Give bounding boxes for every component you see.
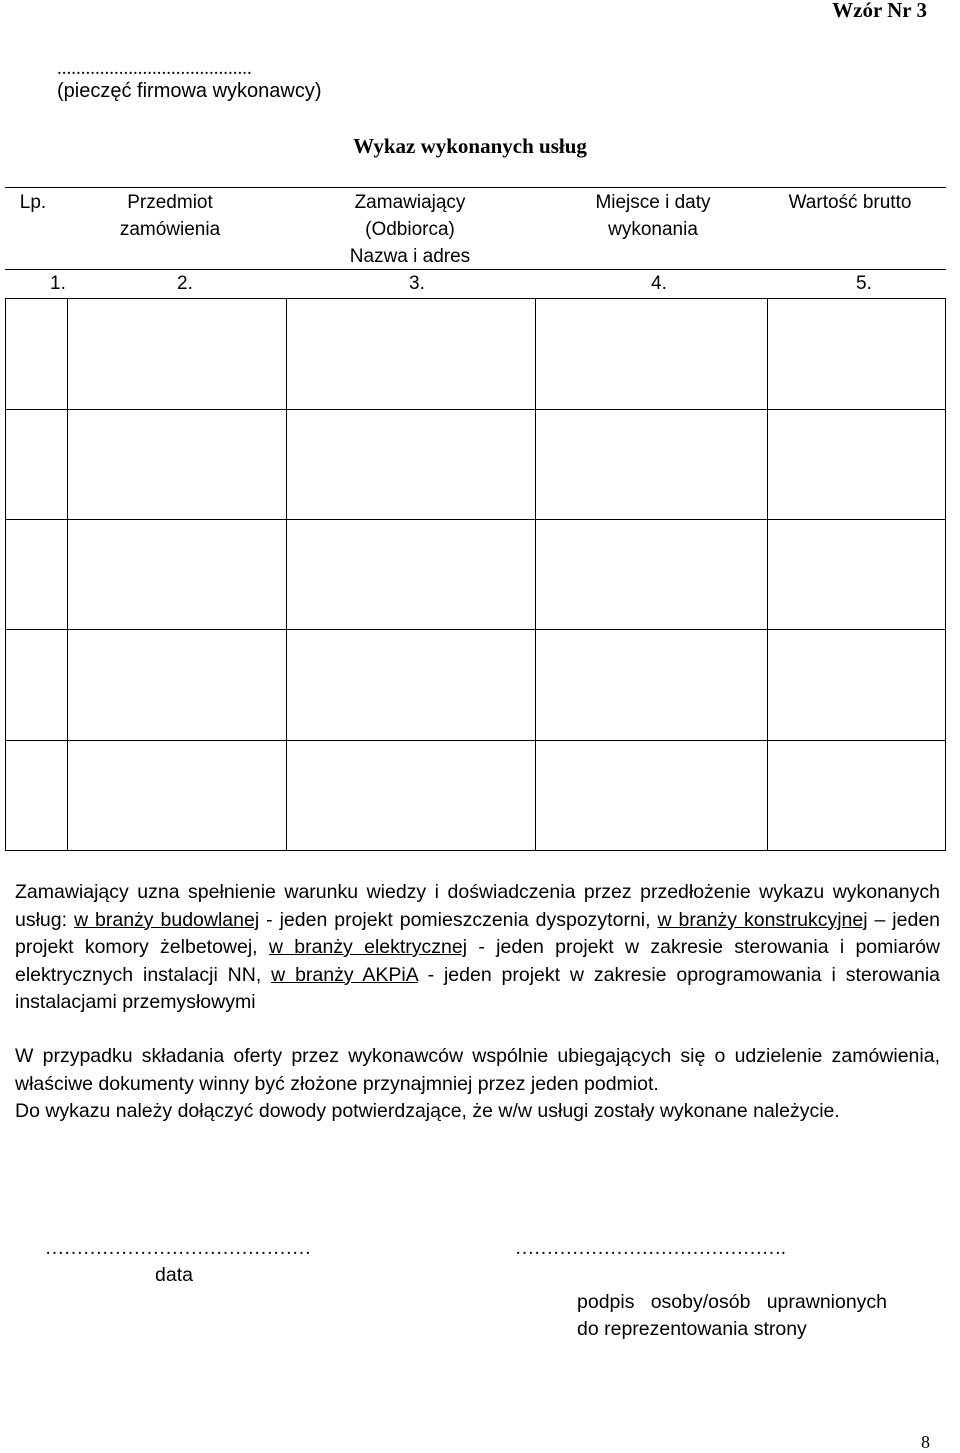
column-number: 4.: [651, 273, 667, 294]
row-separator: [5, 629, 946, 630]
paragraph-text: - jeden projekt w zakresie oprogramowania i sterowania instalacjami przemysłowymi: [15, 963, 941, 1013]
date-dotted-line: ……………………………………: [45, 1238, 311, 1259]
header-line: Nazwa i adres: [349, 246, 471, 267]
column-number: 2.: [177, 273, 193, 294]
row-separator: [5, 298, 946, 299]
header-line: Miejsce i daty: [595, 192, 711, 213]
row-separator: [5, 409, 946, 410]
signature-label-line1: podpis osoby/osób uprawnionych: [577, 1291, 888, 1313]
form-number: Wzór Nr 3: [832, 0, 927, 22]
header-line: (Odbiorca): [365, 219, 455, 240]
header-line: Wartość brutto: [788, 192, 912, 213]
paragraph-text: – jeden projekt komory żelbetowej,: [15, 908, 941, 958]
document-title: Wykaz wykonanych usług: [353, 134, 587, 158]
header-place-dates: [548, 189, 758, 243]
header-line: zamówienia: [119, 219, 221, 240]
table-border-bottom: [5, 850, 946, 851]
paragraph-text: - jeden projekt pomieszczenia dyspozytorni,: [259, 908, 658, 931]
column-number: 5.: [856, 273, 872, 294]
date-label: data: [155, 1264, 193, 1286]
evidence-paragraph: Do wykazu należy dołączyć dowody potwierdzające, że w/w usługi zostały wykonane należycie.: [15, 1100, 840, 1122]
column-number: 1.: [50, 273, 66, 294]
header-subject: [80, 189, 260, 243]
conditions-paragraph: [15, 879, 940, 1017]
paragraph-text: - jeden projekt w zakresie sterowania i pomiarów elektrycznych instalacji NN,: [15, 936, 940, 986]
header-lp: [8, 189, 58, 216]
header-line: Lp.: [19, 192, 47, 213]
industry-electrical: w branży elektrycznej: [268, 936, 468, 958]
industry-structural: w branży konstrukcyjnej: [657, 908, 868, 931]
header-gross-value: [770, 189, 930, 216]
table-border-left: [5, 298, 6, 850]
row-separator: [5, 740, 946, 741]
column-separator: [67, 298, 68, 850]
stamp-caption: (pieczęć firmowa wykonawcy): [57, 80, 322, 102]
column-separator: [535, 298, 536, 850]
column-number: 3.: [409, 273, 425, 294]
signature-label-line2: do reprezentowania strony: [577, 1318, 807, 1340]
header-line: Przedmiot: [127, 192, 213, 213]
column-separator: [767, 298, 768, 850]
header-client: [300, 189, 520, 270]
table-border-top: [5, 187, 946, 188]
industry-building: w branży budowlanej: [74, 908, 260, 931]
table-border-right: [945, 298, 946, 850]
paragraph-text: Zamawiający uzna spełnienie warunku wiedzy i doświadczenia przez przedłożenie wykazu wykonanych usług:: [15, 881, 940, 931]
page-number: 8: [921, 1432, 930, 1452]
header-line: wykonania: [608, 219, 698, 240]
column-separator: [286, 298, 287, 850]
row-separator: [5, 519, 946, 520]
consortium-paragraph: W przypadku składania oferty przez wykonawców wspólnie ubiegających się o udzielenie zamówienia, właściwe dokumenty winny być złożone przynajmniej przez jeden podmiot.: [15, 1045, 940, 1095]
signature-dotted-line: …………………………………….: [515, 1238, 786, 1259]
header-line: Zamawiający: [354, 192, 466, 213]
industry-akpia: w branży AKPiA: [271, 963, 418, 986]
stamp-dotted-line: .........................................: [57, 58, 252, 79]
